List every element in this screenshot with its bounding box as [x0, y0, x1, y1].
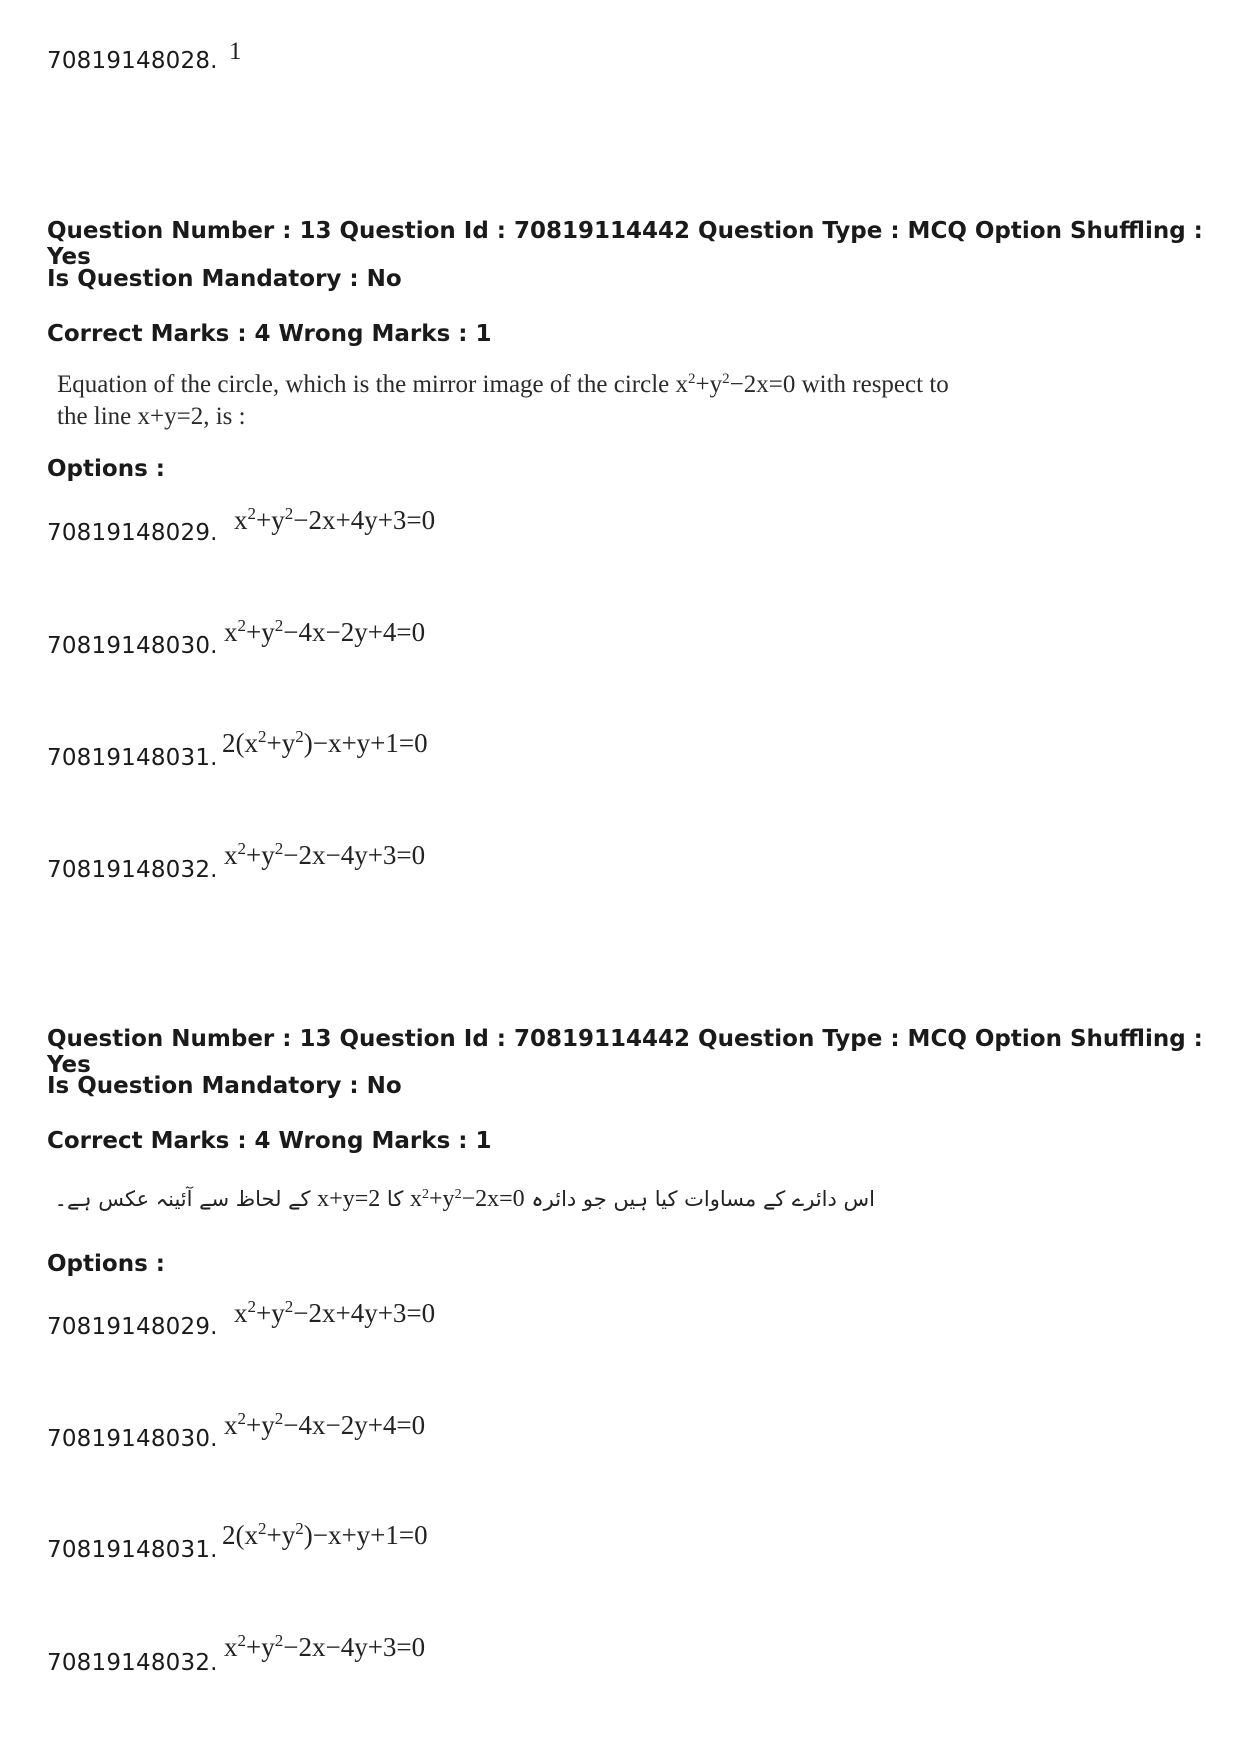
option-equation: $x^2+y^2-4x-2y+4=0$: [224, 1409, 426, 1440]
mandatory-line: Is Question Mandatory : No: [47, 266, 402, 292]
option-equation: $2(x^2+y^2)-x+y+1=0$: [222, 727, 428, 758]
question-text-urdu: اس دائرے کے مساوات کیا ہیں جو دائرہ $x^2+y^2-2x=0$ کا x+y=2 کے لحاظ سے آئینہ عکس ہے۔: [54, 1186, 875, 1212]
options-label: Options :: [47, 456, 165, 482]
marks-line: Correct Marks : 4 Wrong Marks : 1: [47, 1128, 492, 1154]
option-equation: $x^2+y^2-4x-2y+4=0$: [224, 616, 426, 647]
option-id: 70819148030.: [47, 1426, 218, 1452]
question-header: Question Number : 13 Question Id : 70819114442 Question Type : MCQ Option Shuffling : Yes: [47, 1026, 1203, 1078]
option-id: 70819148031.: [47, 745, 218, 771]
option-id: 70819148031.: [47, 1537, 218, 1563]
option-value: 1: [229, 38, 242, 65]
option-equation: $x^2+y^2-2x+4y+3=0$: [234, 1297, 436, 1328]
option-equation: $x^2+y^2-2x+4y+3=0$: [234, 504, 436, 535]
option-id: 70819148029.: [47, 1314, 218, 1340]
question-text-line-2: the line x+y=2, is :: [57, 403, 246, 430]
option-id: 70819148029.: [47, 520, 218, 546]
marks-line: Correct Marks : 4 Wrong Marks : 1: [47, 321, 492, 347]
option-id: 70819148032.: [47, 1650, 218, 1676]
option-equation: $2(x^2+y^2)-x+y+1=0$: [222, 1519, 428, 1550]
question-header: Question Number : 13 Question Id : 70819114442 Question Type : MCQ Option Shuffling : Yes: [47, 218, 1203, 270]
question-text: [57, 369, 949, 433]
question-text-line-1: Equation of the circle, which is the mirror image of the circle $x^2+y^2-2x=0$ with respect to: [57, 371, 949, 398]
options-label: Options :: [47, 1251, 165, 1277]
option-equation: $x^2+y^2-2x-4y+3=0$: [224, 1631, 426, 1662]
mandatory-line: Is Question Mandatory : No: [47, 1073, 402, 1099]
option-id: 70819148030.: [47, 633, 218, 659]
option-equation: $x^2+y^2-2x-4y+3=0$: [224, 839, 426, 870]
option-id: 70819148028.: [47, 48, 218, 74]
option-id: 70819148032.: [47, 857, 218, 883]
